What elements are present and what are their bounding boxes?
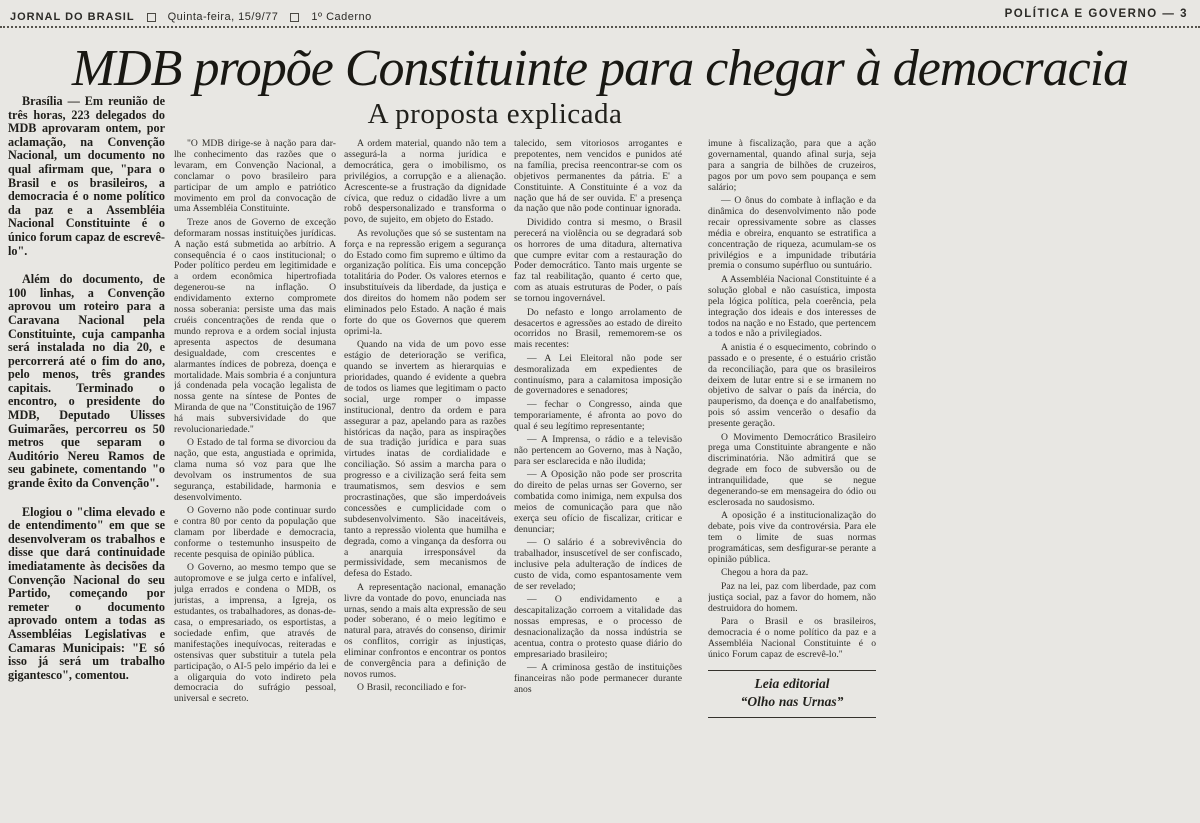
- lead-paragraph: Brasília — Em reunião de três horas, 223 delegados do MDB aprovaram ontem, por aclamação, na Convenção Nacional, um documento no qual afirmam que, "para o Brasil e os brasileiros, a democracia é o nome político da paz e a Assembléia Nacional Constituinte é o único forum capaz de escrevê-lo".: [8, 95, 165, 258]
- article-paragraph: — O salário é a sobrevivência do trabalhador, insuscetível de ser confiscado, inclusive pela adulteração de índices de custo de vida, como espantosamente vem de ser revelado;: [514, 537, 682, 592]
- lead-column: [8, 95, 165, 815]
- article-paragraph: Paz na lei, paz com liberdade, paz com justiça social, paz a favor do homem, não destruidora do homem.: [708, 580, 876, 614]
- article-paragraph: Chegou a hora da paz.: [721, 567, 809, 579]
- article-paragraph: A oposição é a institucionalização do debate, pois vive da controvérsia. Para ele tem o limite de suas normas programáticas, sem desfigurar-se perante a opinião pública.: [708, 510, 876, 566]
- article-paragraph: Para o Brasil e os brasileiros, democracia é o nome político da paz e a Assembléia Nacional Constituinte é o único Forum capaz de escrevê-lo.": [708, 616, 876, 660]
- article-paragraph: — O ônus do combate à inflação e da dinâmica do desenvolvimento não pode recair opressivamente sobre as classes média e obreira, enquanto se estratifica a concentração de riqueza, acumulam-se os privilégios e a impunidade tributária premia o consumo supérfluo ou suntuário.: [708, 195, 876, 272]
- issue-date: Quinta-feira, 15/9/77: [167, 11, 279, 23]
- article-paragraph: Dividido contra si mesmo, o Brasil perecerá na violência ou se degradará sob os horrores de uma ditadura, alternativa que cumpre evitar com a restauração do Poder democrático. Tanto mais urgente se faz tal reabilitação, quanto é certo que, com as atuais estruturas de Poder, o país se tornou ingovernável.: [514, 216, 682, 305]
- edition-label: 1º Caderno: [311, 11, 372, 23]
- lead-paragraph: Elogiou o "clima elevado e de entendimento" em que se desenvolveram os trabalhos e disse que dará continuidade imediatamente às decisões da Convenção Nacional do seu Partido, começando por remeter o documento aprovado ontem a todas as Assembléias Legislativas e Camaras Municipais: "E só isso já será um trabalho gigantesco", comentou.: [8, 504, 165, 682]
- main-headline: MDB propõe Constituinte para chegar à democracia: [71, 40, 1129, 97]
- article-paragraph: A ordem material, quando não tem a assegurá-la a norma jurídica e democrática, gera o imobilismo, os privilégios, a corrupção e a alienação. Acrescente-se a frustração da dignidade cívica, que reduz o cidadão livre a um robô despersonalizado e transforma o povo, de sujeito, em objeto do Estado.: [344, 139, 506, 226]
- article-paragraph: — O endividamento e a descapitalização corroem a vitalidade das nossas empresas, e o processo de desnacionalização da nossa indústria se acentua, contra o protesto quase diário do empresariado brasileiro;: [514, 594, 682, 660]
- article-column-1: [174, 139, 336, 821]
- article-paragraph: — A Lei Eleitoral não pode ser desmoralizada em expedientes de continuísmo, para a calamitosa imposição de governadores e senadores;: [514, 352, 682, 397]
- article-paragraph: As revoluções que só se sustentam na força e na repressão erigem a segurança do Estado como fim supremo e último da organização política. Eis uma concepção totalitária do Poder. Os valores eternos e insubstituíveis da liberdade, da justiça e dos direitos do homem não podem ser eliminados pelo Estado. A nação é mais forte do que os Governos que querem oprimi-la.: [344, 227, 506, 337]
- masthead-rule: [0, 26, 1200, 28]
- article-paragraph: — A criminosa gestão de instituições financeiras não pode permanecer durante anos: [514, 662, 682, 695]
- article-paragraph: A anistia é o esquecimento, cobrindo o passado e o presente, é o estuário cristão da reconciliação, para que os brasileiros deixem de lutar entre si e se irmanem no objetivo de salvar o país da inércia, do pauperismo, da doença e do analfabetismo, pois só assim vencerão o desafio da presente geração.: [708, 341, 876, 430]
- article-column-2: [344, 139, 506, 821]
- article-paragraph: Treze anos de Governo de exceção deformaram nossas instituições jurídicas. A nação está submetida ao arbítrio. A consequência é o caos institucional; o Poder político perdeu em legitimidade e a ordem econômica hipertrofiada degenerou-se na inflação. O endividamento externo compromete nossa soberania: persiste uma das mais cruéis concentrações de renda que o mundo reprova e a ordem social injusta apresenta aspectos de desumana desigualdade, com crescentes e alarmantes índices de pobreza, doença e mortalidade. Mais sombria é a conjuntura já condenada pela vocação legalista de nossa gente na síntese de Pontes de Miranda de que na "Constituição de 1967 há mais subversividade do que revolucionariedade.": [174, 216, 336, 436]
- article-paragraph: O Governo, ao mesmo tempo que se autopromove e se julga certo e infalível, julga errados e condena o MDB, os juristas, a imprensa, a Igreja, os estudantes, os trabalhadores, as donas-de-casa, o empresariado, os esportistas, a sociedade enfim, que através de manifestações inequívocas, reiteradas e ostensivas quer substituir a tutela pela participação, o AI-5 pelo império da lei e a oligarquia do voto indireto pela democracia do sufrágio pessoal, universal e secreto.: [174, 562, 336, 705]
- article-paragraph: — fechar o Congresso, ainda que temporariamente, é afronta ao povo do qual é seu legítimo representante;: [514, 398, 682, 432]
- article-paragraph: Quando na vida de um povo esse estágio de deterioração se verifica, quando se invertem as hierarquias e prioridades, quando é evidente a quebra de todos os liames que legitimam o pacto social, urge romper o impasse institucional, dentro da ordem e para assegurar a paz, apelando para as razões históricas da nação, para as inspirações de sua tradição jurídica e para suas virtudes inatas de cordialidade e conciliação. Só assim a marcha para o progresso e a civilização será feita sem traumatismos, sem desvios e sem procrastinações, que são imperdoáveis concessões e cumplicidade com o subdesenvolvimento. São inaceitáveis, tanto a repressão violenta que humilha e degrada, como a vingança da desforra ou a anarquia irresponsável da permissividade, sem mecanismos de defesa do Estado.: [344, 339, 506, 580]
- section-page-label: POLÍTICA E GOVERNO — 3: [1004, 8, 1188, 20]
- editorial-reference-box: [708, 670, 876, 718]
- article-paragraph: — A Imprensa, o rádio e a televisão não pertencem ao Governo, mas à Nação, para ser esclarecida e não iludida;: [514, 434, 682, 467]
- article-paragraph: A representação nacional, emanação livre da vontade do povo, enunciada nas urnas, sendo a mais alta expressão de seu poder soberano, é o meio legítimo e natural para, através do consenso, dirimir os conflitos, corrigir as injustiças, eliminar confrontos e encontrar os pontos de convergência para a definição de novos rumos.: [344, 581, 506, 680]
- article-paragraph: O Estado de tal forma se divorciou da nação, que esta, angustiada e oprimida, clama numa só voz para que lhe devolvam os instrumentos de sua segurança, estabilidade, harmonia e desenvolvimento.: [174, 437, 336, 503]
- article-column-3: [514, 139, 682, 821]
- article-paragraph: O Governo não pode continuar surdo e contra 80 por cento da população que clamam por liberdade e democracia, conforme o testemunho insuspeito de recente pesquisa de opinião pública.: [174, 505, 336, 561]
- separator-square-icon: [147, 13, 156, 22]
- article-paragraph: A Assembléia Nacional Constituinte é a solução global e não casuística, imposta pela lógica política, pela coerência, pela integração dos ideais e dos interesses de todos na nação e no Estado, que pertencem a todos e não a privilegiados.: [708, 273, 876, 340]
- lead-paragraph: Além do documento, de 100 linhas, a Convenção aprovou um roteiro para a Caravana Nacional pela Constituinte, cuja campanha será instalada no dia 20, e percorrerá até o fim do ano, pelo menos, três grandes capitais. Terminado o encontro, o presidente do MDB, Deputado Ulisses Guimarães, percorreu os 50 metros que separam o Auditório Nereu Ramos de seu gabinete, comentando "o grande êxito da Convenção".: [8, 272, 165, 491]
- article-paragraph: O Movimento Democrático Brasileiro prega uma Constituinte abrangente e não discriminatória. Não admitirá que se degrade em foco de subversão ou de intranquilidade, que se negue degenerando-se em mensageira do ódio ou esclerosada no saudosismo.: [708, 431, 876, 508]
- article-paragraph: talecido, sem vitoriosos arrogantes e prepotentes, nem vencidos e punidos até na família, precisa reencontrar-se com os objetivos permanentes da pátria. E' a Constituinte. A Constituinte é a voz da nação que há de ser ouvida. E' a presença da nação que não pode continuar ignorada.: [514, 139, 682, 215]
- article-column-4: [708, 139, 876, 821]
- article-paragraph: "O MDB dirige-se à nação para dar-lhe conhecimento das razões que o levaram, em Convenção Nacional, a conclamar o povo brasileiro para participar de um amplo e patriótico movimento em prol da convocação de uma Assembléia Constituinte.: [174, 139, 336, 215]
- article-paragraph: imune à fiscalização, para que a ação governamental, quando afinal surja, seja para a sangria de bilhões de cruzeiros, pagos por um povo sem poupança e sem salário;: [708, 139, 876, 193]
- separator-square-icon: [290, 13, 299, 22]
- newspaper-brand: JORNAL DO BRASIL: [10, 11, 135, 23]
- article-paragraph: Do nefasto e longo arrolamento de desacertos e agressões ao estado de direito ocorridos no Brasil, rememorem-se os mais recentes:: [514, 306, 682, 351]
- editorial-box-line2: “Olho nas Urnas”: [740, 693, 844, 709]
- article-paragraph: — A Oposição não pode ser proscrita do direito de pelas urnas ser Governo, ser combatida como inimiga, nem expulsa dos meios de comunicação para que não exerça seu ofício de fiscalizar, criticar e denunciar;: [514, 469, 682, 535]
- editorial-box-line1: Leia editorial: [754, 675, 830, 691]
- article-paragraph: O Brasil, reconciliado e for-: [357, 682, 467, 694]
- sub-headline: A proposta explicada: [367, 98, 623, 130]
